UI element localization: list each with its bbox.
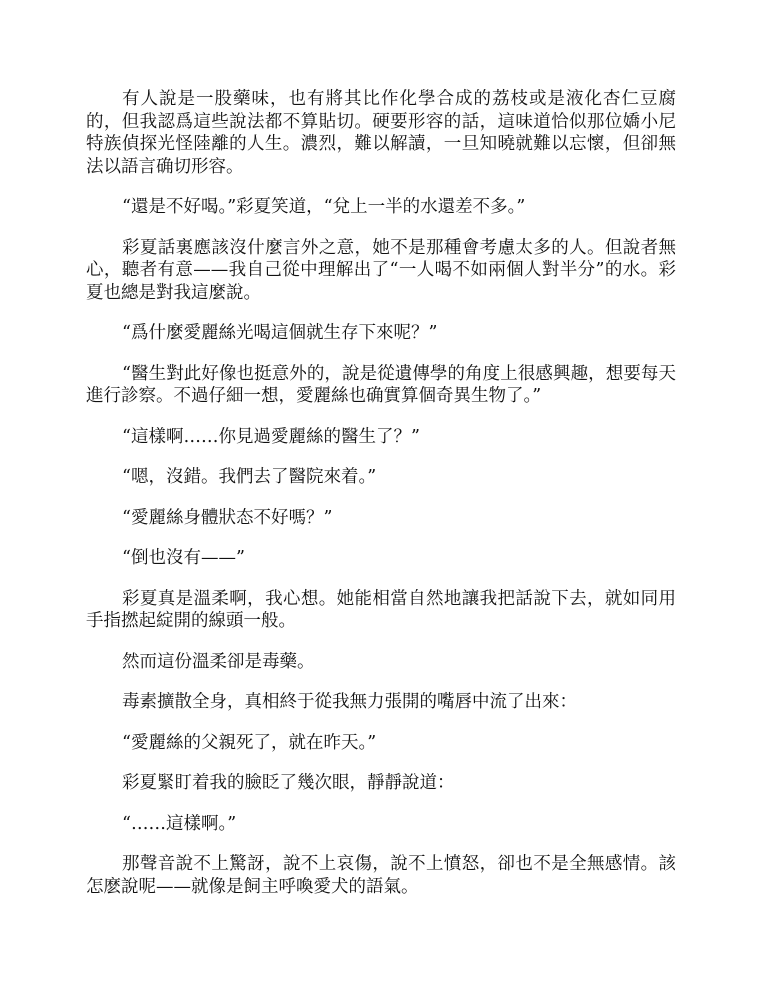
paragraph-10: 彩夏真是溫柔啊，我心想。她能相當自然地讓我把話說下去，就如同用手指撚起綻開的線頭一般。 — [86, 588, 676, 631]
paragraph-7: “嗯，沒錯。我們去了醫院來着。” — [122, 467, 377, 487]
document-page — [86, 88, 676, 916]
paragraph-14: 彩夏緊盯着我的臉眨了幾次眼，靜靜說道： — [122, 773, 455, 793]
paragraph-2: “還是不好喝。”彩夏笑道，“兌上一半的水還差不多。” — [122, 197, 526, 217]
paragraph-16: 那聲音說不上驚訝，說不上哀傷，說不上憤怒，卻也不是全無感情。該怎麽說呢——就像是飼主呼喚愛犬的語氣。 — [86, 854, 676, 897]
paragraph-4: “爲什麼愛麗絲光喝這個就生存下來呢？” — [122, 323, 438, 343]
paragraph-12: 毒素擴散全身，真相終于從我無力張開的嘴唇中流了出來： — [122, 692, 577, 712]
paragraph-5: “醫生對此好像也挺意外的，說是從遺傳學的角度上很感興趣，想要每天進行診察。不過仔細一想，愛麗絲也确實算個奇異生物了。” — [86, 363, 676, 406]
paragraph-6: “這樣啊……你見過愛麗絲的醫生了？” — [122, 426, 420, 447]
paragraph-1: 有人說是一股藥味，也有將其比作化學合成的荔枝或是液化杏仁豆腐的，但我認爲這些說法都不算貼切。硬要形容的話，這味道恰似那位嬌小尼特族偵探光怪陸離的人生。濃烈，難以解讀，一旦知曉就難以忘懷，但卻無法以語言确切形容。 — [86, 89, 676, 177]
paragraph-8: “愛麗絲身體狀态不好嗎？” — [122, 507, 333, 528]
paragraph-9: “倒也沒有——” — [122, 548, 245, 568]
paragraph-3: 彩夏話裏應該沒什麼言外之意，她不是那種會考慮太多的人。但說者無心，聽者有意——我自己從中理解出了“一人喝不如兩個人對半分”的水。彩夏也總是對我這麼說。 — [86, 237, 676, 303]
paragraph-13: “愛麗絲的父親死了，就在昨天。” — [122, 732, 377, 753]
paragraph-15: “……這樣啊。” — [122, 813, 237, 834]
paragraph-11: 然而這份溫柔卻是毒藥。 — [122, 651, 315, 672]
